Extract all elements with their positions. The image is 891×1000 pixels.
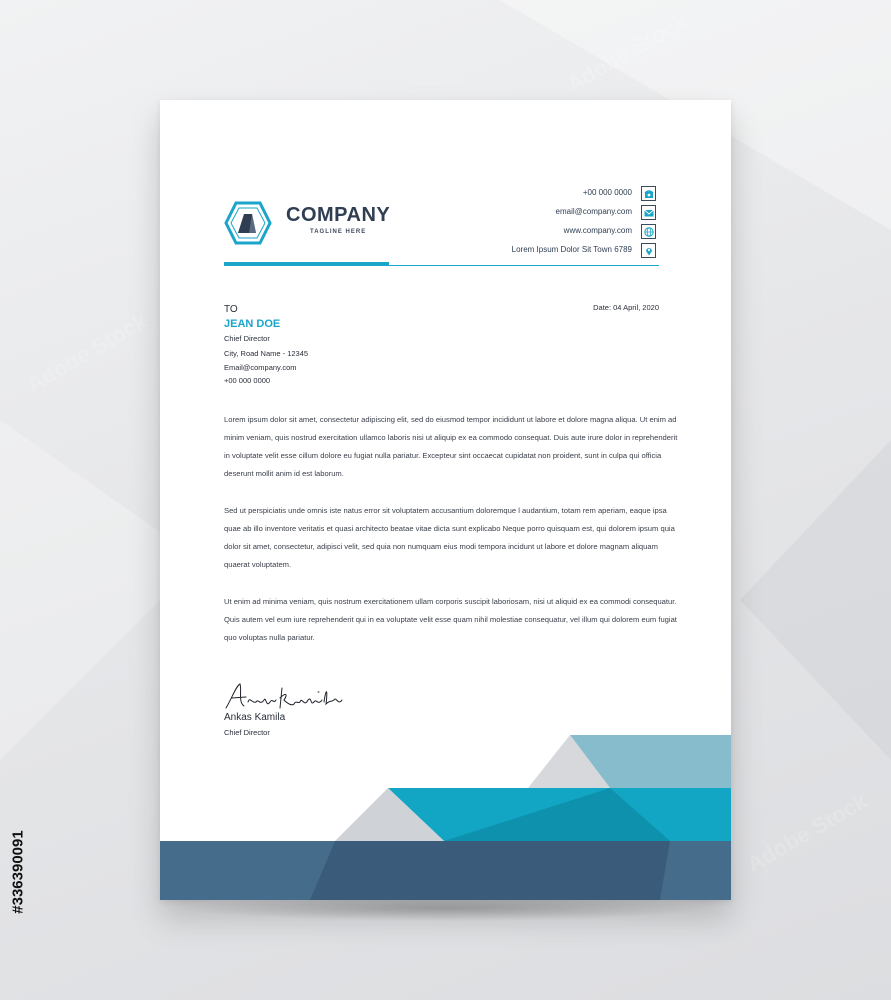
body-paragraph-3: Ut enim ad minima veniam, quis nostrum exercitationem ullam corporis suscipit laboriosam, nisi ut aliquid ex ea commodi consequatur. Quis autem vel eum iure reprehenderit qui in ea voluptate velit esse quam nihil molestiae consequatur, vel illum qui dolorem eum fugiat quo voluptas nulla pariatur. [224, 597, 677, 642]
company-name: COMPANY [286, 204, 391, 226]
contact-phone: +00 000 0000 [582, 188, 632, 197]
mail-icon [641, 205, 656, 220]
phone-icon [641, 186, 656, 201]
contact-website: www.company.com [563, 226, 632, 235]
location-pin-icon [641, 243, 656, 258]
contact-address: Lorem Ipsum Dolor Sit Town 6789 [511, 245, 632, 254]
watermark: Adobe Stock [562, 8, 692, 98]
watermark: Adobe Stock [742, 788, 872, 878]
to-label: TO [224, 304, 238, 315]
globe-icon [641, 224, 656, 239]
body-paragraph-1: Lorem ipsum dolor sit amet, consectetur adipiscing elit, sed do eiusmod tempor incididunt ut labore et dolore magna aliqua. Ut enim ad minim veniam, quis nostrud exercitation ullamco laboris nisi ut aliquip ex ea commodo consequat. Duis aute irure dolor in reprehenderit in voluptate velit esse cillum dolore eu fugiat nulla pariatur. Excepteur sint occaecat cupidatat non proident, sunt in culpa qui officia deserunt mollit anim id est laborum. [224, 415, 678, 478]
contact-email: email@company.com [555, 207, 632, 216]
recipient-phone: +00 000 0000 [224, 376, 271, 385]
company-logo-icon [222, 200, 272, 246]
recipient-email: Email@company.com [224, 363, 297, 372]
watermark: Adobe Stock [22, 308, 152, 398]
body-paragraph-2: Sed ut perspiciatis unde omnis iste natus error sit voluptatem accusantium doloremque l audantium, totam rem aperiam, eaque ipsa quae ab illo inventore veritatis et quasi architecto beatae vitae dicta sunt explicabo Neque porro quisquam est, qui dolorem ipsum quia dolor sit amet, consectetur, adipisci velit, sed quia non numquam eius modi tempora incidunt ut labore et dolore magnam aliquam quaerat voluptatem. [224, 506, 675, 569]
letter-date: Date: 04 April, 2020 [593, 303, 659, 312]
footer-geometric-design [160, 730, 731, 900]
signatory-name: Ankas Kamila [224, 712, 286, 723]
signature-image [222, 678, 352, 714]
recipient-address: City, Road Name - 12345 [224, 349, 309, 358]
company-tagline: TAGLINE HERE [310, 229, 367, 235]
letterhead-page [160, 100, 731, 900]
recipient-name: JEAN DOE [224, 318, 281, 330]
header-rule-accent [224, 262, 389, 266]
stock-id: #336390091 [9, 830, 27, 914]
recipient-title: Chief Director [224, 334, 270, 343]
header-rule-line [389, 265, 659, 266]
signatory-title: Chief Director [224, 728, 270, 737]
